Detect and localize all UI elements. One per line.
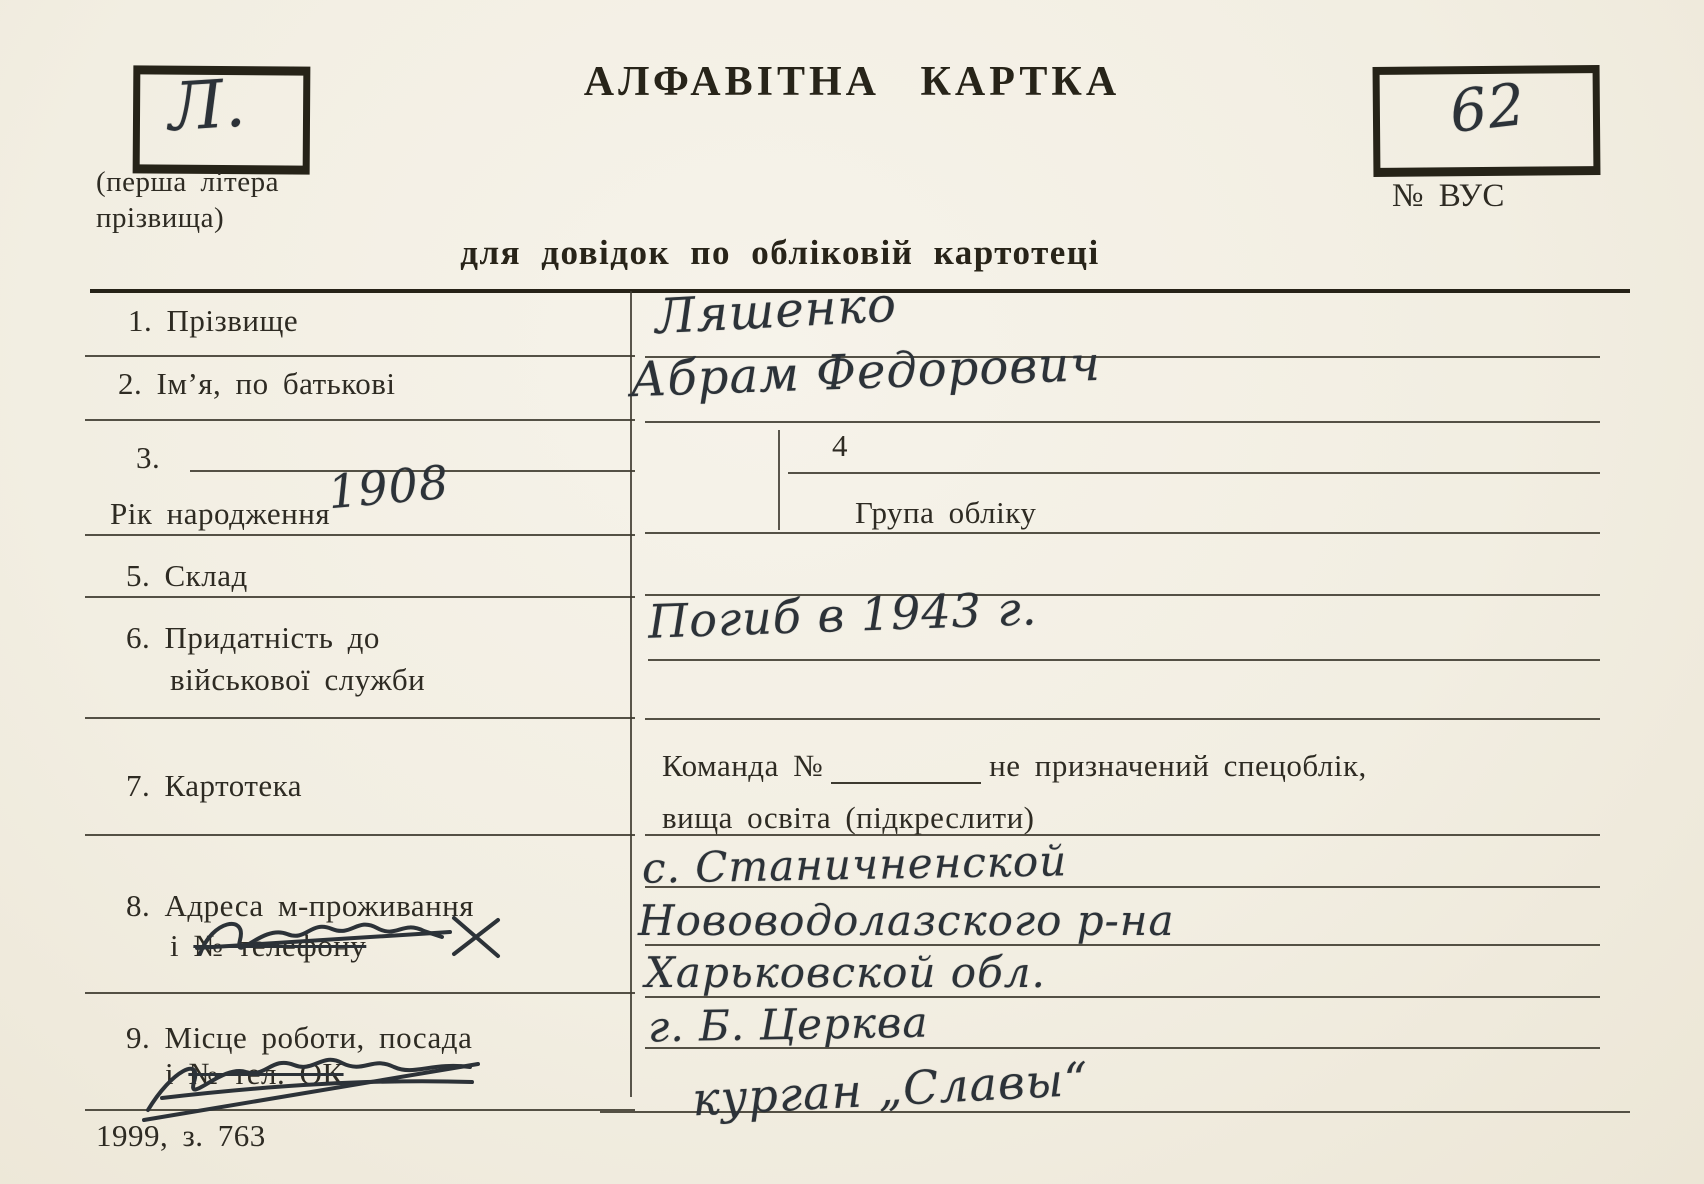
rule-line [85,834,635,836]
rule-line [85,992,635,994]
field-address-label: 8. Адреса м-проживання [126,888,475,923]
field-name-label: 2. Ім’я, по батькові [118,366,396,401]
field-workplace-label2-prefix: і [165,1056,175,1091]
print-imprint: 1999, з. 763 [96,1118,266,1153]
field-surname-label: 1. Прізвище [128,303,299,338]
handwritten-workplace-line2: курган „Славы“ [690,1051,1090,1127]
handwritten-fitness-note: Погиб в 1943 г. [647,581,1039,649]
rule-line [85,717,635,719]
handwritten-name-patronymic: Абрам Федорович [629,335,1102,409]
handwritten-address-line3: Харьковской обл. [645,948,1046,997]
rule-line [85,419,635,421]
field-address-label2-prefix: і [170,928,180,963]
field-4-label: Група обліку [855,495,1037,530]
team-number-label: Команда № [662,748,824,783]
rule-line [645,718,1600,720]
rule-line [85,355,635,357]
team-number-blank [831,754,981,784]
field-workplace-label2-struck: № тел. ОК [188,1056,344,1091]
letter-box-caption [96,164,279,236]
handwritten-workplace-line1: г. Б. Церква [647,997,929,1052]
handwritten-card-number: 62 [1446,69,1530,147]
letter-box-caption-line2: прізвища) [96,202,225,234]
ink-scribble [140,1036,490,1128]
ink-scribble [192,902,512,982]
field-4-number: 4 [832,428,848,463]
handwritten-surname: Ляшенко [653,276,899,346]
vus-label: № ВУС [1392,178,1505,214]
field-3-label: 3. [136,440,161,475]
special-record-text: не призначений спецоблік, [989,748,1367,783]
handwritten-birth-year: 1908 [325,454,452,520]
card-number-stamp-box [1373,65,1601,177]
higher-education-text: вища освіта (підкреслити) [662,800,1035,835]
field4-divider-line [778,430,780,530]
field-fitness-label-line1: 6. Придатність до [126,620,380,655]
field-address-label2-struck: № телефону [193,928,367,963]
handwritten-address-line2: Нововодолазского р-на [638,896,1175,945]
rule-line [85,596,635,598]
field-composition-label: 5. Склад [126,558,248,593]
card-index-team-line [662,748,1367,784]
card-title: АЛФАВІТНА КАРТКА [583,59,1121,105]
field-card-index-label: 7. Картотека [126,768,303,803]
rule-line [788,472,1600,474]
card-subtitle: для довідок по обліковій картотеці [460,233,1100,272]
column-divider-line [630,291,632,1097]
letter-box-caption-line1: (перша літера [96,166,279,198]
rule-line [645,421,1600,423]
rule-line [645,532,1600,534]
handwritten-address-line1: с. Станичненской [641,836,1068,893]
field-fitness-label-line2: військової служби [170,662,426,697]
handwritten-first-letter: Л. [165,64,249,147]
rule-line [648,659,1600,661]
field-workplace-label: 9. Місце роботи, посада [126,1020,473,1055]
rule-line [85,534,635,536]
field-birth-year-label: Рік народження [110,496,331,531]
